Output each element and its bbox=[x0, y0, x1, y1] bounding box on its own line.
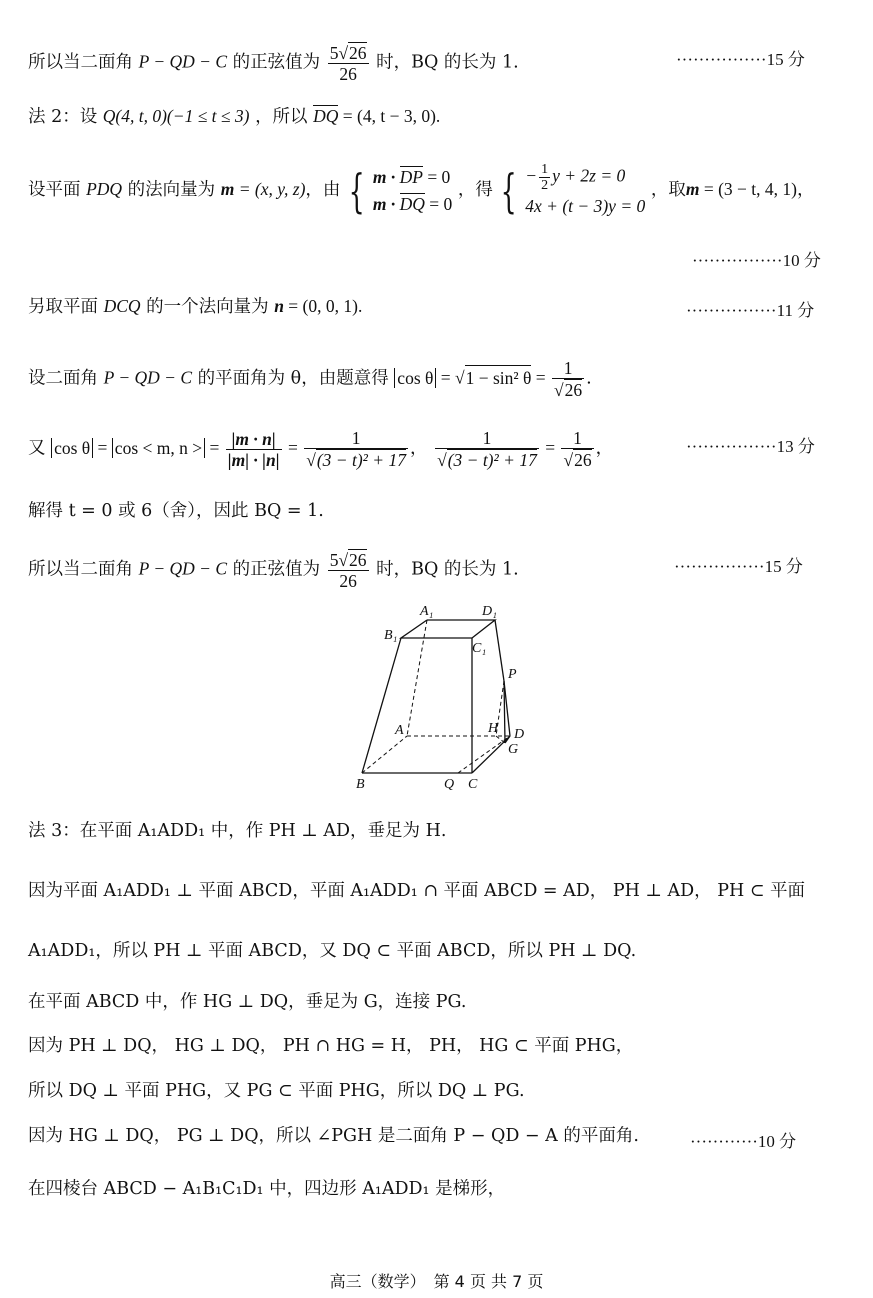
edge-D1P bbox=[495, 620, 504, 681]
plane-name: PDQ bbox=[86, 179, 123, 199]
edge-BA-hidden bbox=[362, 736, 407, 773]
solution-line-7: 解得 t = 0 或 6（舍），因此 BQ = 1. bbox=[28, 501, 324, 521]
math-expr: y + 2z = 0 bbox=[552, 165, 626, 186]
frac-num-coef: 5 bbox=[329, 43, 339, 63]
edge-CD bbox=[472, 736, 510, 773]
text: 的正弦值为 bbox=[232, 52, 321, 73]
score-marker: ················15 分 bbox=[674, 557, 803, 576]
solution-line-11: A₁ADD₁，所以 PH ⊥ 平面 ABCD，又 DQ ⊂ 平面 ABCD，所以 PH ⊥ DQ. bbox=[28, 941, 637, 961]
frac-den-radicand: 26 bbox=[564, 380, 583, 400]
frac-num: 1 bbox=[552, 358, 584, 379]
frac-num: 1 bbox=[541, 162, 549, 177]
edge-B1B bbox=[362, 638, 401, 773]
frac-den: 26 bbox=[339, 64, 357, 84]
normal-vector-m: m bbox=[220, 179, 235, 199]
solution-line-8 bbox=[28, 549, 519, 591]
fraction: $\frac{1}{\text{√(3 − t)² + 17}}$ bbox=[437, 428, 537, 470]
label-G: G bbox=[508, 742, 519, 757]
math-expr: = bbox=[205, 437, 224, 458]
text: ，取 bbox=[650, 180, 686, 200]
math-expr: = bbox=[436, 367, 456, 388]
solution-line-6 bbox=[28, 428, 613, 470]
page-footer: 高三（数学） 第 4 页 共 7 页 bbox=[329, 1272, 544, 1291]
score-marker: ················11 分 bbox=[686, 301, 815, 320]
segment-QD-hidden bbox=[458, 736, 510, 773]
math-expr: = bbox=[283, 437, 303, 458]
math-expr: = (3 − t, 4, 1)， bbox=[699, 179, 815, 199]
fraction bbox=[226, 429, 282, 470]
abs-cos-mn: cos < m, n > bbox=[112, 438, 205, 458]
text: 时，BQ 的长为 1. bbox=[376, 559, 519, 580]
solution-line-14: 所以 DQ ⊥ 平面 PHG，又 PG ⊂ 平面 PHG，所以 DQ ⊥ PG. bbox=[28, 1081, 525, 1101]
frac-num-radicand: 26 bbox=[349, 550, 367, 570]
left-brace: { bbox=[348, 163, 365, 218]
math-expr: m · bbox=[372, 193, 400, 214]
score-marker: ················15 分 bbox=[676, 50, 805, 69]
text: 所以当二面角 bbox=[28, 559, 133, 580]
frac-num: 1 bbox=[561, 428, 593, 449]
math-expr: = bbox=[531, 367, 551, 388]
frac-num-coef: 5 bbox=[329, 550, 339, 570]
math-expr: m · bbox=[372, 166, 400, 187]
vector-dq: DQ bbox=[399, 193, 425, 214]
score-marker: ············10 分 bbox=[690, 1132, 797, 1151]
frac-num: 1 bbox=[435, 428, 539, 449]
text: 又 bbox=[28, 438, 46, 459]
text: 设平面 bbox=[28, 180, 81, 200]
solution-line-9: 法 3：在平面 A₁ADD₁ 中，作 PH ⊥ AD，垂足为 H. bbox=[28, 821, 447, 841]
math-expr: Q(4, t, 0)(−1 ≤ t ≤ 3) bbox=[102, 106, 250, 126]
text: ， bbox=[410, 438, 428, 459]
math-expr: = (0, 0, 1). bbox=[283, 296, 363, 316]
frac-den-radicand: (3 − t)² + 17 bbox=[447, 450, 537, 470]
text: 法 2：设 bbox=[28, 107, 98, 127]
math-expr: P − QD − C bbox=[103, 367, 193, 388]
text: ，所以 bbox=[255, 107, 308, 127]
math-expr: = (4, t − 3, 0). bbox=[338, 106, 441, 126]
fraction: $\frac{1}{√26}$ bbox=[554, 358, 583, 400]
math-expr: = 0 bbox=[422, 166, 451, 187]
label-B: B bbox=[356, 777, 365, 792]
vector-dp: DP bbox=[399, 166, 423, 187]
text: 的平面角为 θ，由题意得 bbox=[197, 368, 389, 389]
fraction: $\frac{5√26}{26}$ bbox=[329, 550, 367, 591]
text: 所以当二面角 bbox=[28, 52, 133, 73]
label-B1: B₁ bbox=[384, 628, 398, 643]
score-marker: ················10 分 bbox=[692, 251, 821, 270]
text: 时，BQ 的长为 1. bbox=[376, 52, 519, 73]
equation-system-2 bbox=[525, 162, 645, 219]
abs-cos-theta: cos θ bbox=[394, 368, 436, 388]
text: . bbox=[586, 368, 592, 389]
normal-vector-m: m bbox=[685, 179, 700, 199]
abs-cos-theta: cos θ bbox=[51, 438, 93, 458]
math-expr: = bbox=[93, 437, 112, 458]
frac-num-radicand: 26 bbox=[349, 43, 367, 63]
segment-HG-hidden bbox=[496, 736, 505, 743]
solution-line-10: 因为平面 A₁ADD₁ ⊥ 平面 ABCD，平面 A₁ADD₁ ∩ 平面 ABCD = AD， PH ⊥ AD， PH ⊂ 平面 bbox=[28, 881, 806, 901]
frac-den: |m| · |n| bbox=[227, 449, 280, 470]
solution-line-13: 因为 PH ⊥ DQ， HG ⊥ DQ， PH ∩ HG = H， PH， HG ⊂ 平面 PHG， bbox=[28, 1036, 634, 1056]
frac-num: |m · n| bbox=[226, 429, 282, 450]
frustum-figure bbox=[340, 598, 550, 798]
math-expr: = bbox=[540, 437, 560, 458]
frac-den-radicand: 26 bbox=[574, 450, 592, 470]
score-marker: ················13 分 bbox=[686, 437, 815, 456]
frac-den: 2 bbox=[541, 178, 549, 193]
frac-den: 26 bbox=[339, 571, 357, 591]
solution-line-15: 因为 HG ⊥ DQ， PG ⊥ DQ，所以 ∠PGH 是二面角 P − QD − A 的平面角. bbox=[28, 1126, 639, 1146]
label-A1: A₁ bbox=[420, 604, 434, 619]
math-expr: P − QD − C bbox=[138, 558, 228, 579]
solution-line-12: 在平面 ABCD 中，作 HG ⊥ DQ，垂足为 G，连接 PG. bbox=[28, 992, 467, 1012]
label-H: H bbox=[488, 721, 499, 736]
label-D: D bbox=[514, 727, 525, 742]
equation-system-1 bbox=[373, 164, 452, 218]
text: ，得 bbox=[457, 180, 493, 200]
text: 的正弦值为 bbox=[232, 559, 321, 580]
label-A: A bbox=[395, 723, 404, 738]
math-expr: 4x + (t − 3)y = 0 bbox=[525, 196, 646, 216]
text: 另取平面 bbox=[28, 297, 98, 317]
solution-line-4 bbox=[28, 294, 362, 319]
text: 的法向量为 bbox=[127, 180, 216, 200]
solution-line-16: 在四棱台 ABCD − A₁B₁C₁D₁ 中，四边形 A₁ADD₁ 是梯形， bbox=[28, 1179, 506, 1199]
fraction: $\frac{1}{\text{√(3 − t)² + 17}}$ bbox=[306, 428, 406, 470]
label-P: P bbox=[508, 667, 517, 682]
text: 的一个法向量为 bbox=[146, 297, 269, 317]
label-Q: Q bbox=[444, 777, 455, 792]
text: ，由 bbox=[305, 180, 341, 200]
solution-line-5: 设二面角 P − QD − C 的平面角为 θ，由题意得 cos θ = √1 − sin² θ = $\frac{1}{√26}$ . bbox=[28, 358, 592, 400]
frac-den-radicand: (3 − t)² + 17 bbox=[316, 450, 406, 470]
frac-num: 1 bbox=[304, 428, 408, 449]
label-D1: D₁ bbox=[482, 604, 497, 619]
fraction: $\frac{5√26}{26}$ bbox=[329, 43, 367, 84]
vector-dq: DQ bbox=[313, 106, 339, 126]
math-expr: = (x, y, z) bbox=[234, 179, 306, 199]
left-brace: { bbox=[501, 163, 518, 218]
solution-line-3 bbox=[28, 162, 814, 219]
math-expr: = 0 bbox=[424, 193, 453, 214]
math-expr: P − QD − C bbox=[138, 51, 228, 72]
text: ， bbox=[595, 438, 614, 459]
solution-line-1 bbox=[28, 42, 519, 84]
label-C: C bbox=[468, 777, 478, 792]
text: 设二面角 bbox=[28, 368, 98, 389]
fraction: $\frac{1}{√26}$ bbox=[563, 428, 592, 470]
fraction bbox=[539, 162, 550, 193]
plane-name: DCQ bbox=[103, 296, 141, 316]
label-C1: C₁ bbox=[472, 641, 487, 656]
sqrt-expr: 1 − sin² θ bbox=[465, 365, 532, 390]
top-face bbox=[401, 620, 495, 638]
normal-vector-n: n bbox=[274, 296, 284, 316]
solution-line-2 bbox=[28, 104, 440, 129]
math-expr: − bbox=[525, 165, 538, 186]
